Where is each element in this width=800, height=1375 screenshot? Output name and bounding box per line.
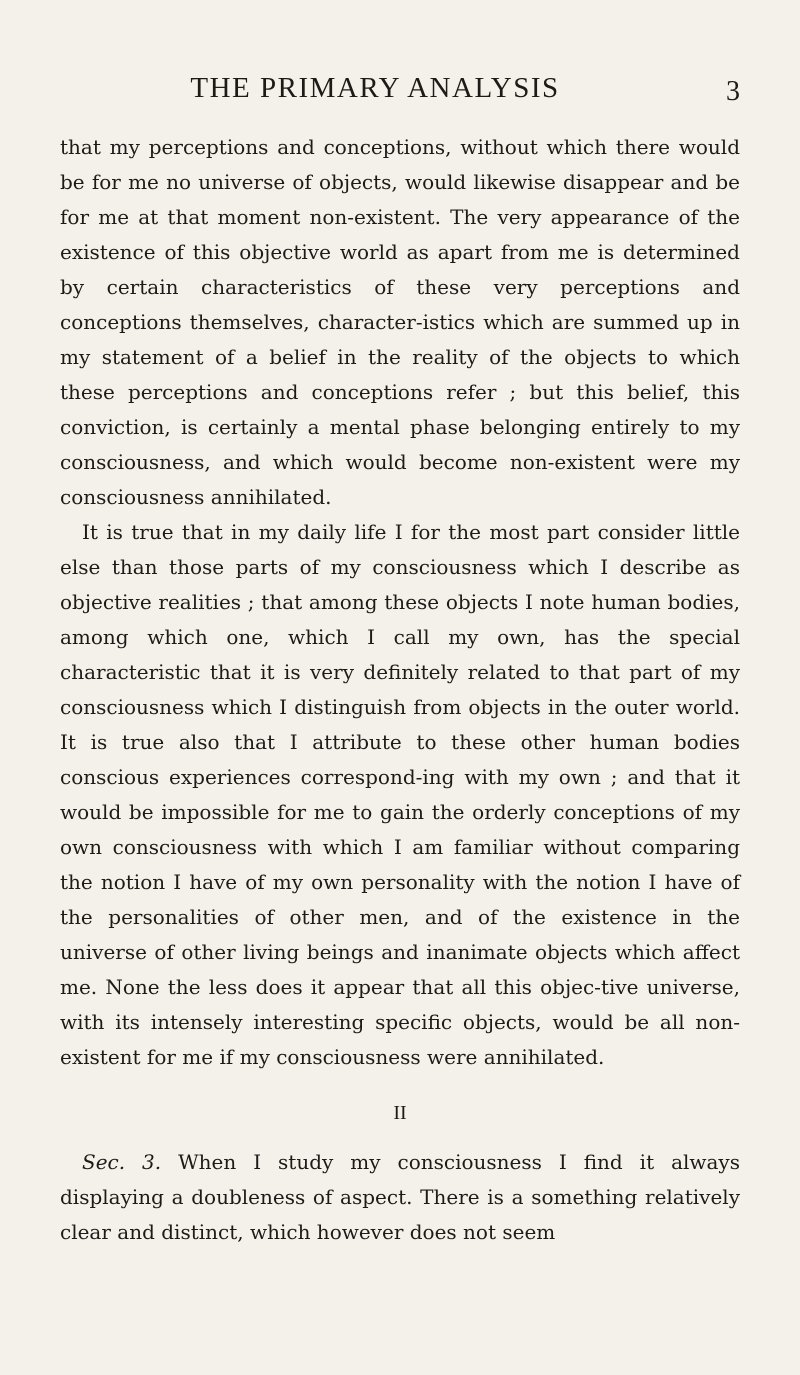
paragraph-3-text: When I study my consciousness I find it always displaying a doubleness of aspect. There is a something relatively clear and distinct, which however does not seem <box>60 1150 740 1244</box>
page-number: 3 <box>726 76 740 107</box>
paragraph-1: that my perceptions and conceptions, without which there would be for me no universe of objects, would likewise disappear and be for me at that moment non-existent. The very appearance of the existence of this objective world as apart from me is determined by certain characteristics of these very perceptions and conceptions themselves, character-istics which are summed up in my statement of a belief in the reality of the objects to which these perceptions and conceptions refer ; but this belief, this conviction, is certainly a mental phase belonging entirely to my consciousness, and which would become non-existent were my consciousness annihilated. <box>60 135 740 509</box>
paragraph-3 <box>60 1145 740 1250</box>
section-label: Sec. 3. <box>82 1150 162 1174</box>
section-marker: II <box>393 1102 407 1124</box>
running-head <box>0 72 800 112</box>
paragraph-2: It is true that in my daily life I for the most part consider little else than those parts of my consciousness which I describe as objective realities ; that among these objects I note human bodies, among which one, which I call my own, has the special characteristic that it is very definitely related to that part of my consciousness which I distinguish from objects in the outer world. It is true also that I attribute to these other human bodies conscious experiences correspond-ing with my own ; and that it would be impossible for me to gain the orderly conceptions of my own consciousness with which I am familiar without comparing the notion I have of my own personality with the notion I have of the personalities of other men, and of the existence in the universe of other living beings and inanimate objects which affect me. None the less does it appear that all this objec-tive universe, with its intensely interesting specific objects, would be all non-existent for me if my consciousness were annihilated. <box>60 520 740 1069</box>
running-title: THE PRIMARY ANALYSIS <box>190 72 560 104</box>
body-text <box>60 130 740 1250</box>
